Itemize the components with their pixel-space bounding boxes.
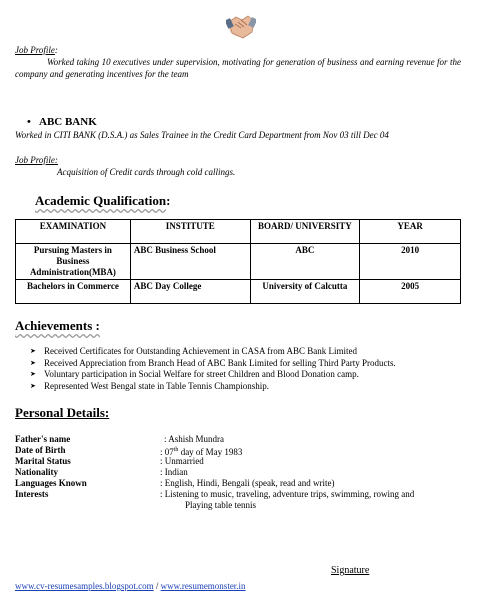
table-cell: 2010 (360, 244, 461, 280)
table-header: INSTITUTE (130, 220, 250, 244)
footer-link-blog[interactable]: www.cv-resumesamples.blogspot.com (15, 581, 154, 591)
detail-label: Date of Birth (15, 445, 66, 455)
detail-label: Nationality (15, 467, 59, 477)
employment-line: Worked in CITI BANK (D.S.A.) as Sales Trainee in the Credit Card Department from Nov 03 till Dec 04 (15, 130, 389, 140)
detail-label: Marital Status (15, 456, 71, 466)
list-item: ➤ Represented West Bengal state in Table Tennis Championship. (30, 381, 396, 393)
footer-link-resumemonster[interactable]: www.resumemonster.in (160, 581, 246, 591)
achievements-list (30, 346, 396, 392)
detail-value: : Listening to music, traveling, adventure trips, swimming, rowing and (160, 489, 415, 499)
detail-label: Father's name (15, 434, 71, 444)
detail-value: : Ashish Mundra (164, 434, 225, 444)
table-header: YEAR (360, 220, 461, 244)
list-item: ➤ Received Appreciation from Branch Head of ABC Bank Limited for selling Third Party Products. (30, 358, 396, 370)
bullet-icon: • (27, 116, 31, 128)
table-cell: ABC (250, 244, 360, 280)
job-profile-text: Worked taking 10 executives under supervision, motivating for generation of business and earning revenue for the company and generating incentives for the team (15, 57, 461, 79)
signature-label: Signature (331, 565, 370, 576)
table-header: EXAMINATION (16, 220, 131, 244)
handshake-icon (226, 8, 256, 40)
employer-heading: • ABC BANK (27, 116, 97, 128)
table-cell: ABC Day College (130, 280, 250, 304)
table-cell: Bachelors in Commerce (16, 280, 131, 304)
detail-value: : 07th day of May 1983 (160, 447, 243, 457)
table-cell: Pursuing Masters in Business Administration(MBA) (16, 244, 131, 280)
list-item: ➤ Voluntary participation in Social Welfare for street Children and Blood Donation camp. (30, 369, 396, 381)
table-row (16, 244, 461, 280)
detail-value: : Indian (160, 467, 188, 477)
education-table (15, 219, 461, 304)
footer-separator: / (153, 581, 161, 591)
footer (15, 581, 246, 592)
detail-value-continued: Playing table tennis (185, 500, 256, 510)
detail-value: : Unmarried (160, 456, 204, 466)
job-profile-label: Job Profile: (15, 45, 58, 55)
table-cell: 2005 (360, 280, 461, 304)
table-header: BOARD/ UNIVERSITY (250, 220, 360, 244)
academic-heading: Academic Qualification: (35, 193, 171, 208)
detail-value: : English, Hindi, Bengali (speak, read and write) (160, 478, 335, 488)
table-cell: University of Calcutta (250, 280, 360, 304)
achievements-heading: Achievements : (15, 318, 100, 333)
personal-heading: Personal Details: (15, 405, 110, 420)
detail-label: Languages Known (15, 478, 87, 488)
job-profile-2-label: Job Profile: (15, 155, 58, 165)
list-item: ➤ Received Certificates for Outstanding Achievement in CASA from ABC Bank Limited (30, 346, 396, 358)
table-header-row (16, 220, 461, 244)
table-row (16, 280, 461, 304)
table-cell: ABC Business School (130, 244, 250, 280)
job-profile-2-text: Acquisition of Credit cards through cold callings. (57, 167, 236, 177)
detail-label: Interests (15, 489, 49, 499)
